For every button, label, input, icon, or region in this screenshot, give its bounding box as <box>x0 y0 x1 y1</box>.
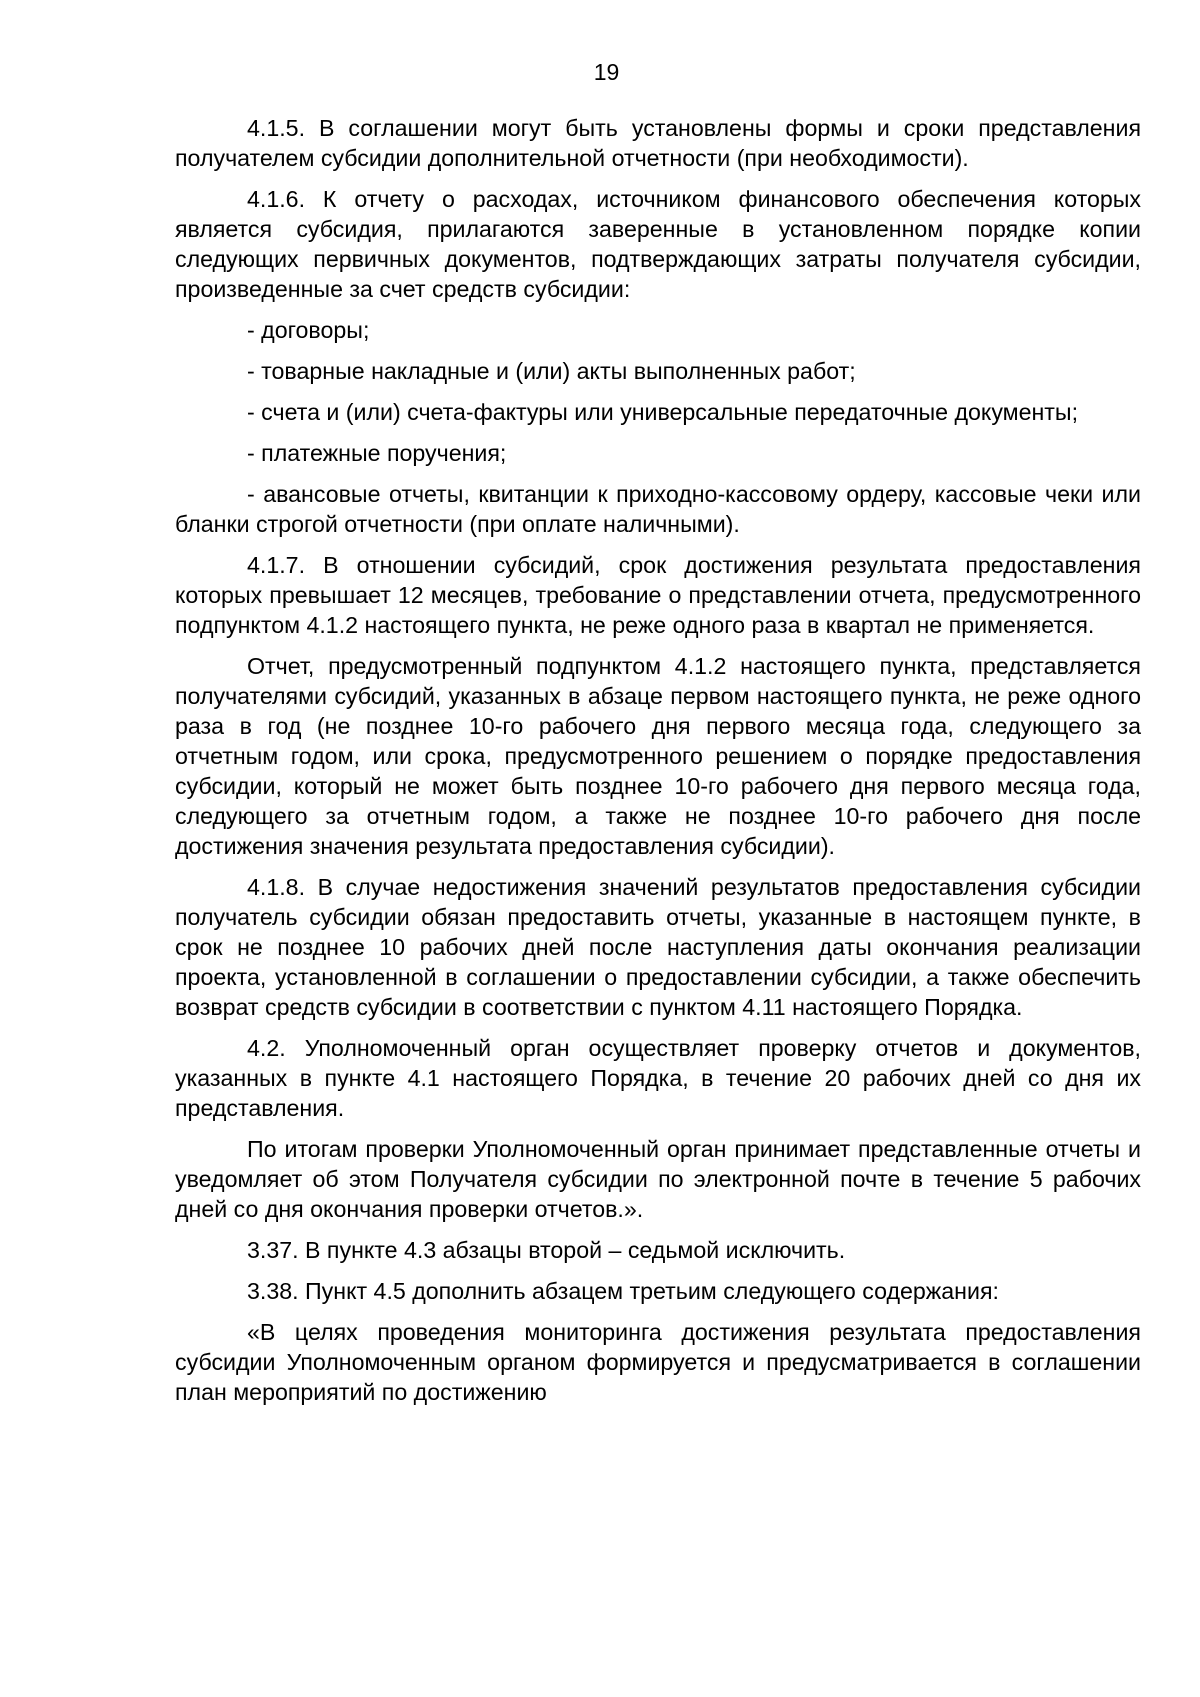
paragraph-4-2: 4.2. Уполномоченный орган осуществляет проверку отчетов и документов, указанных в пункте 4.1 настоящего Порядка, в течение 20 рабочих дней со дня их представления. <box>175 1035 1141 1121</box>
paragraph-monitoring: «В целях проведения мониторинга достижения результата предоставления субсидии Уполномоченным органом формируется и предусматривается в соглашении план мероприятий по достижению <box>175 1319 1141 1405</box>
list-item-payment-orders: - платежные поручения; <box>247 440 507 466</box>
list-item-contracts: - договоры; <box>247 317 370 343</box>
paragraph-4-1-6: 4.1.6. К отчету о расходах, источником финансового обеспечения которых является субсидия, прилагаются заверенные в установленном порядке копии следующих первичных документов, подтверждающих затраты получателя субсидии, произведенные за счет средств субсидии: <box>175 186 1141 302</box>
paragraph-3-38: 3.38. Пункт 4.5 дополнить абзацем третьим следующего содержания: <box>247 1278 999 1304</box>
paragraph-report-annual: Отчет, предусмотренный подпунктом 4.1.2 настоящего пункта, представляется получателями субсидий, указанных в абзаце первом настоящего пункта, не реже одного раза в год (не позднее 10-го рабочего дня первого месяца года, следующего за отчетным годом, или срока, предусмотренного решением о порядке предоставления субсидии, который не может быть позднее 10-го рабочего дня первого месяца года, следующего за отчетным годом, а также не позднее 10-го рабочего дня после достижения значения результата предоставления субсидии). <box>175 653 1141 859</box>
document-body <box>175 113 1141 1407</box>
list-item-invoices: - счета и (или) счета-фактуры или универсальные передаточные документы; <box>247 399 1079 425</box>
paragraph-4-1-5: 4.1.5. В соглашении могут быть установлены формы и сроки представления получателем субсидии дополнительной отчетности (при необходимости). <box>175 115 1141 171</box>
paragraph-inspection-results: По итогам проверки Уполномоченный орган принимает представленные отчеты и уведомляет об этом Получателя субсидии по электронной почте в течение 5 рабочих дней со дня окончания проверки отчетов.». <box>175 1136 1141 1222</box>
paragraph-4-1-8: 4.1.8. В случае недостижения значений результатов предоставления субсидии получатель субсидии обязан предоставить отчеты, указанные в настоящем пункте, в срок не позднее 10 рабочих дней после наступления даты окончания реализации проекта, установленной в соглашении о предоставлении субсидии, а также обеспечить возврат средств субсидии в соответствии с пунктом 4.11 настоящего Порядка. <box>175 874 1141 1020</box>
paragraph-4-1-7: 4.1.7. В отношении субсидий, срок достижения результата предоставления которых превышает 12 месяцев, требование о представлении отчета, предусмотренного подпунктом 4.1.2 настоящего пункта, не реже одного раза в квартал не применяется. <box>175 552 1141 638</box>
list-item-waybills: - товарные накладные и (или) акты выполненных работ; <box>247 358 856 384</box>
paragraph-3-37: 3.37. В пункте 4.3 абзацы второй – седьмой исключить. <box>247 1237 846 1263</box>
list-item-advance-reports: - авансовые отчеты, квитанции к приходно-кассовому ордеру, кассовые чеки или бланки строгой отчетности (при оплате наличными). <box>175 481 1141 537</box>
page-number: 19 <box>593 59 620 85</box>
